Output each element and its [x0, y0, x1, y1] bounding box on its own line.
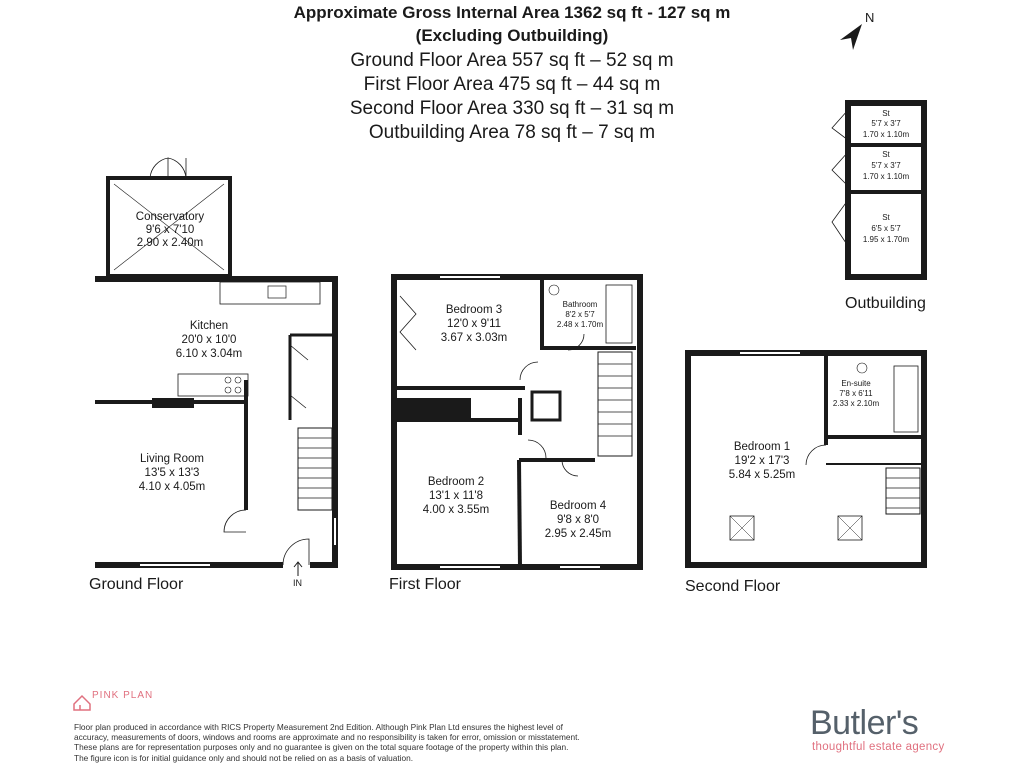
room-name-kitchen: Kitchen	[189, 320, 229, 332]
room-name-st3: St	[882, 213, 890, 222]
room-imperial-kitchen: 20'0 x 10'0	[181, 334, 237, 346]
ground-floor-plan	[95, 158, 335, 576]
room-imperial-bedroom2: 13'1 x 11'8	[428, 490, 484, 502]
room-name-bedroom2: Bedroom 2	[427, 476, 485, 488]
floor-label-outbuilding: Outbuilding	[845, 295, 926, 312]
room-metric-living: 4.10 x 4.05m	[138, 481, 206, 493]
room-metric-conservatory: 2.90 x 2.40m	[136, 237, 204, 249]
room-imperial-conservatory: 9'6 x 7'10	[145, 224, 195, 236]
room-metric-bedroom1: 5.84 x 5.25m	[728, 469, 796, 481]
room-name-conservatory: Conservatory	[135, 211, 205, 223]
floor-label-second: Second Floor	[685, 578, 781, 595]
title-excluding: (Excluding Outbuilding)	[415, 26, 609, 45]
ground-floor-area: Ground Floor Area 557 sq ft – 52 sq m	[350, 50, 674, 71]
agency-logo: Butler's	[810, 704, 919, 742]
room-metric-st1: 1.70 x 1.10m	[862, 130, 910, 139]
room-name-st2: St	[882, 150, 890, 159]
room-imperial-st2: 5'7 x 3'7	[871, 161, 901, 170]
room-name-bedroom4: Bedroom 4	[549, 500, 607, 512]
room-metric-ensuite: 2.33 x 2.10m	[832, 399, 880, 408]
room-name-ensuite: En-suite	[841, 379, 871, 388]
room-metric-bedroom3: 3.67 x 3.03m	[440, 332, 508, 344]
second-floor-plan	[688, 353, 924, 565]
room-metric-bathroom: 2.48 x 1.70m	[556, 320, 604, 329]
room-imperial-bedroom4: 9'8 x 8'0	[556, 514, 600, 526]
room-imperial-bathroom: 8'2 x 5'7	[565, 310, 595, 319]
room-name-living: Living Room	[140, 453, 204, 465]
disclaimer-text: Floor plan produced in accordance with RICS Property Measurement 2nd Edition. Although Pink Plan Ltd ensures the highest level of accuracy, measurements of doors, windows and rooms are approximate and no responsibility is taken for error, omission or misstatement. These plans are for representation purposes only and no guarantee is given on the total square footage of the property within this plan. The figure icon is for initial guidance only and should not be relied on as a basis of valuation.	[74, 722, 580, 763]
room-metric-st3: 1.95 x 1.70m	[862, 235, 910, 244]
room-imperial-st1: 5'7 x 3'7	[871, 119, 901, 128]
outbuilding-area: Outbuilding Area 78 sq ft – 7 sq m	[368, 122, 656, 143]
first-floor-area: First Floor Area 475 sq ft – 44 sq m	[363, 74, 661, 95]
room-imperial-st3: 6'5 x 5'7	[871, 224, 901, 233]
agency-tagline: thoughtful estate agency	[812, 741, 945, 753]
room-metric-bedroom2: 4.00 x 3.55m	[422, 504, 490, 516]
room-metric-kitchen: 6.10 x 3.04m	[175, 348, 243, 360]
pink-plan-brand: PINK PLAN	[92, 690, 154, 701]
entrance-label: IN	[293, 578, 302, 588]
room-imperial-living: 13'5 x 13'3	[144, 467, 200, 479]
second-floor-area: Second Floor Area 330 sq ft – 31 sq m	[349, 98, 675, 119]
room-imperial-bedroom3: 12'0 x 9'11	[446, 318, 502, 330]
floor-label-ground: Ground Floor	[89, 576, 184, 593]
room-metric-st2: 1.70 x 1.10m	[862, 172, 910, 181]
room-name-bedroom1: Bedroom 1	[733, 441, 791, 453]
floor-label-first: First Floor	[389, 576, 461, 593]
north-label: N	[865, 10, 875, 25]
pink-plan-logo-icon	[74, 696, 90, 710]
room-metric-bedroom4: 2.95 x 2.45m	[544, 528, 612, 540]
room-name-bedroom3: Bedroom 3	[445, 304, 503, 316]
title-gross-area: Approximate Gross Internal Area 1362 sq ft - 127 sq m	[293, 3, 731, 22]
north-arrow-icon	[840, 10, 874, 50]
room-name-st1: St	[882, 109, 890, 118]
room-name-bathroom: Bathroom	[562, 300, 598, 309]
room-imperial-bedroom1: 19'2 x 17'3	[734, 455, 790, 467]
room-imperial-ensuite: 7'8 x 6'11	[839, 389, 873, 398]
